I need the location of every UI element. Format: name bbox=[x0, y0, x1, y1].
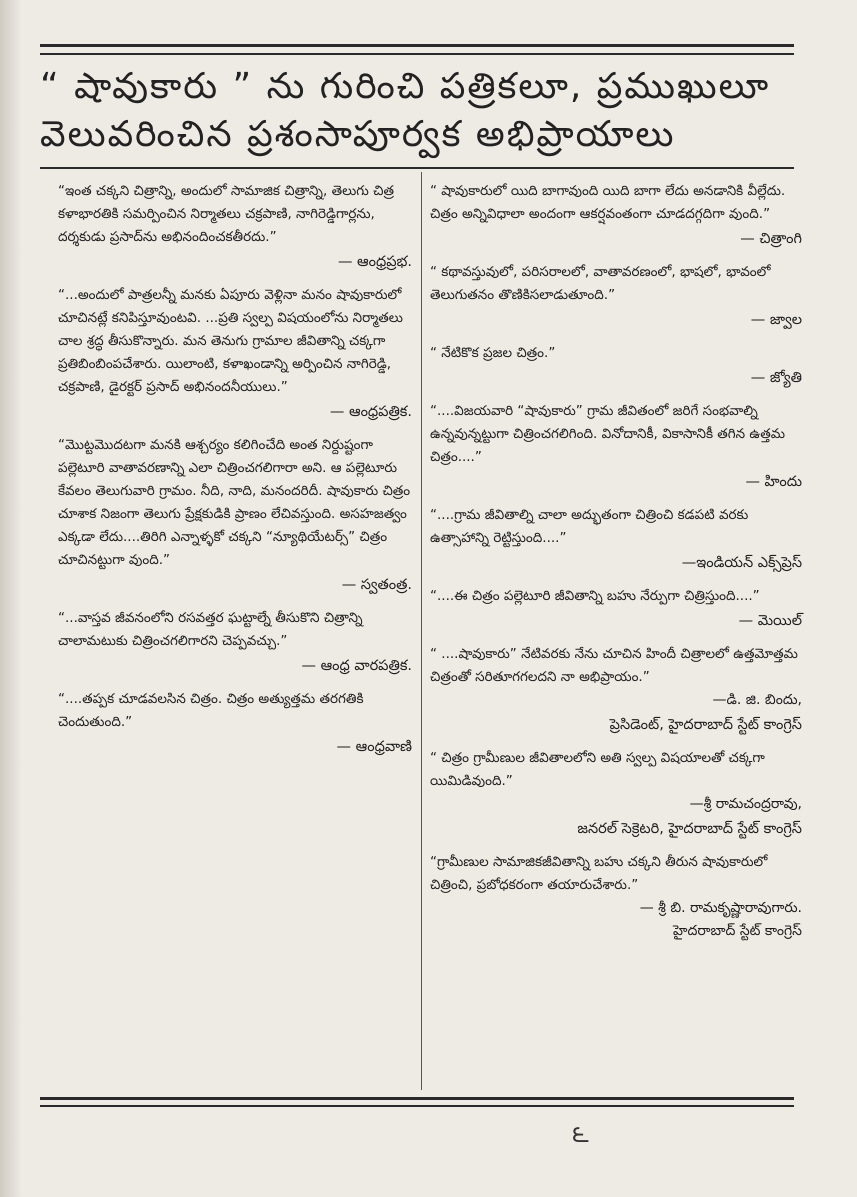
review-entry bbox=[430, 180, 802, 251]
review-quote: “ చిత్రం గ్రామీణుల జీవితాలలోని అతి స్వల్ప విషయాలతో చక్కగా యిమిడివుంది.” bbox=[430, 750, 765, 789]
review-source: — స్వతంత్ర. bbox=[341, 577, 412, 593]
review-entry bbox=[58, 284, 412, 424]
review-quote: “ నేటికొక ప్రజల చిత్రం.” bbox=[430, 345, 556, 361]
review-entry bbox=[58, 180, 412, 274]
review-quote: “....తప్పక చూడవలసిన చిత్రం. చిత్రం అత్యుత్తమ తరగతికి చెందుతుంది.” bbox=[58, 691, 364, 730]
left-column bbox=[58, 180, 412, 769]
review-quote: “....ఈ చిత్రం పల్లెటూరి జీవితాన్ని బహు నేర్పుగా చిత్రిస్తుంది....” bbox=[430, 588, 760, 604]
review-entry bbox=[430, 747, 802, 841]
review-quote: “ఇంత చక్కని చిత్రాన్ని, అందులో సామాజిక చిత్రాన్ని, తెలుగు చిత్ర కళాభారతికి సమర్పించిన నిర్మాతలు చక్రపాణి, నాగిరెడ్డిగార్లను, దర్శకుడు ప్రసాద్‌ను అభినందించకతీరదు.” bbox=[58, 183, 394, 245]
review-source: — ఆంధ్రపత్రిక. bbox=[329, 404, 412, 420]
review-source: — ఆంధ్రవాణి bbox=[336, 739, 412, 755]
review-entry bbox=[430, 342, 802, 390]
review-quote: “మొట్టమొదటగా మనకి ఆశ్చర్యం కలిగించేది అంత నిర్దుష్టంగా పల్లెటూరి వాతావరణాన్ని ఎలా చిత్రించగలిగారా అని. ఆ పల్లెటూరు కేవలం తెలుగువారి గ్రామం. నీది, నాది, మనందరిదీ. షావుకారు చిత్రం చూశాక నిజంగా తెలుగు ప్రేక్షకుడికి ప్రాణం లేచివస్తుంది. అసహజత్వం ఎక్కడా లేదు....తిరిగి ఎన్నాళ్ళకో చక్కని “న్యూథియేటర్స్” చిత్రం చూచినట్టుగా వుంది.” bbox=[58, 437, 411, 568]
review-source: — శ్రీ బి. రామకృష్ణారావుగారు. bbox=[639, 900, 802, 916]
review-quote: “....గ్రామ జీవితాల్ని చాలా అద్భుతంగా చిత్రించి కడపటి వరకు ఉత్సాహాన్ని రెట్టిస్తుంది....” bbox=[430, 507, 749, 546]
top-rule-thin bbox=[40, 53, 794, 55]
review-entry bbox=[430, 851, 802, 943]
review-source: — ఆంధ్ర వారపత్రిక. bbox=[301, 658, 412, 674]
review-source: — జ్వాల bbox=[750, 312, 802, 328]
headline-line-2: వెలువరించిన ప్రశంసాపూర్వక అభిప్రాయాలు bbox=[40, 114, 676, 155]
review-quote: “ ....షావుకారు” నేటివరకు నేను చూచిన హిందీ చిత్రాలలో ఉత్తమోత్తమ చిత్రంతో సరితూగగలదని నా అభిప్రాయం.” bbox=[430, 646, 798, 685]
review-entry bbox=[58, 434, 412, 597]
review-source: —ఇండియన్ ఎక్స్‌ప్రెస్ bbox=[681, 555, 802, 571]
review-entry bbox=[430, 504, 802, 575]
headline-line-1: “ షావుకారు ” ను గురించి పత్రికలూ, ప్రముఖులూ bbox=[40, 66, 771, 107]
review-quote: “...అందులో పాత్రలన్నీ మనకు ఏపూరు వెళ్లినా మనం షావుకారులో చూచినట్లే కనిపిస్తూవుంటవి. ...ప్రతి స్వల్ప విషయంలోను నిర్మాతలు చాల శ్రద్ధ తీసుకొన్నారు. మన తెనుగు గ్రామాల జీవితాన్ని చక్కగా ప్రతిబింబింపచేశారు. యిలాంటి, కళాఖండాన్ని అర్పించిన నాగిరెడ్డి, చక్రపాణి, డైరక్టర్ ప్రసాద్ అభినందనీయులు.” bbox=[58, 287, 403, 395]
review-entry bbox=[430, 585, 802, 633]
review-source: — ఆంధ్రప్రభ. bbox=[337, 254, 412, 270]
review-source-title: ప్రెసిడెంట్, హైదరాబాద్ స్టేట్ కాంగ్రెస్ bbox=[609, 717, 802, 733]
review-source: —శ్రీ రామచంద్రరావు, bbox=[689, 796, 802, 812]
review-quote: “...వాస్తవ జీవనంలోని రసవత్తర ఘట్టాల్నే తీసుకొని చిత్రాన్ని చాలామటుకు చిత్రించగలిగారని చెప్పవచ్చు.” bbox=[58, 610, 363, 649]
review-source-title: జనరల్ సెక్రెటరి, హైదరాబాద్ స్టేట్ కాంగ్రెస్ bbox=[577, 821, 802, 837]
bottom-rule-thick bbox=[40, 1097, 794, 1100]
headline-rule bbox=[40, 167, 794, 169]
top-rule-thick bbox=[40, 44, 794, 47]
review-source: — చిత్రాంగి bbox=[740, 231, 802, 247]
review-source-title: హైదరాబాద్ స్టేట్ కాంగ్రెస్ bbox=[673, 923, 802, 939]
review-entry bbox=[58, 688, 412, 759]
review-entry bbox=[430, 400, 802, 494]
review-quote: “ షావుకారులో యిది బాగావుంది యిది బాగా లేదు అనడానికి వీల్లేదు. చిత్రం అన్నివిధాలా అందంగా ఆకర్షవంతంగా చూడదగ్గదిగా వుంది.” bbox=[430, 183, 786, 222]
right-column bbox=[430, 180, 802, 943]
review-source: — మెయిల్ bbox=[738, 613, 802, 629]
review-entry bbox=[430, 261, 802, 332]
page-edge-shadow bbox=[0, 0, 22, 1197]
review-entry bbox=[58, 607, 412, 678]
review-source: —డి. జి. బిందు, bbox=[712, 692, 802, 708]
review-quote: “ కథావస్తువులో, పరిసరాలలో, వాతావరణంలో, భాషలో, భావంలో తెలుగుతనం తొణికిసలాడుతూంది.” bbox=[430, 264, 771, 303]
column-divider bbox=[421, 172, 422, 1090]
review-quote: “....విజయవారి “షావుకారు” గ్రామ జీవితంలో జరిగే సంభవాల్ని ఉన్నవున్నట్టుగా చిత్రించగలిగింది. వినోదానికీ, వికాసానికీ తగిన ఉత్తమ చిత్రం....” bbox=[430, 403, 785, 465]
page-number: ౬ bbox=[572, 1120, 589, 1148]
review-entry bbox=[430, 643, 802, 737]
bottom-rule-thin bbox=[40, 1105, 794, 1107]
review-source: — హిందు bbox=[745, 474, 802, 490]
review-quote: “గ్రామీణుల సామాజికజీవితాన్ని బహు చక్కని తీరున షావుకారులో చిత్రించి, ప్రబోధకరంగా తయారుచేశారు.” bbox=[430, 854, 768, 893]
review-source: — జ్యోతి bbox=[750, 370, 802, 386]
